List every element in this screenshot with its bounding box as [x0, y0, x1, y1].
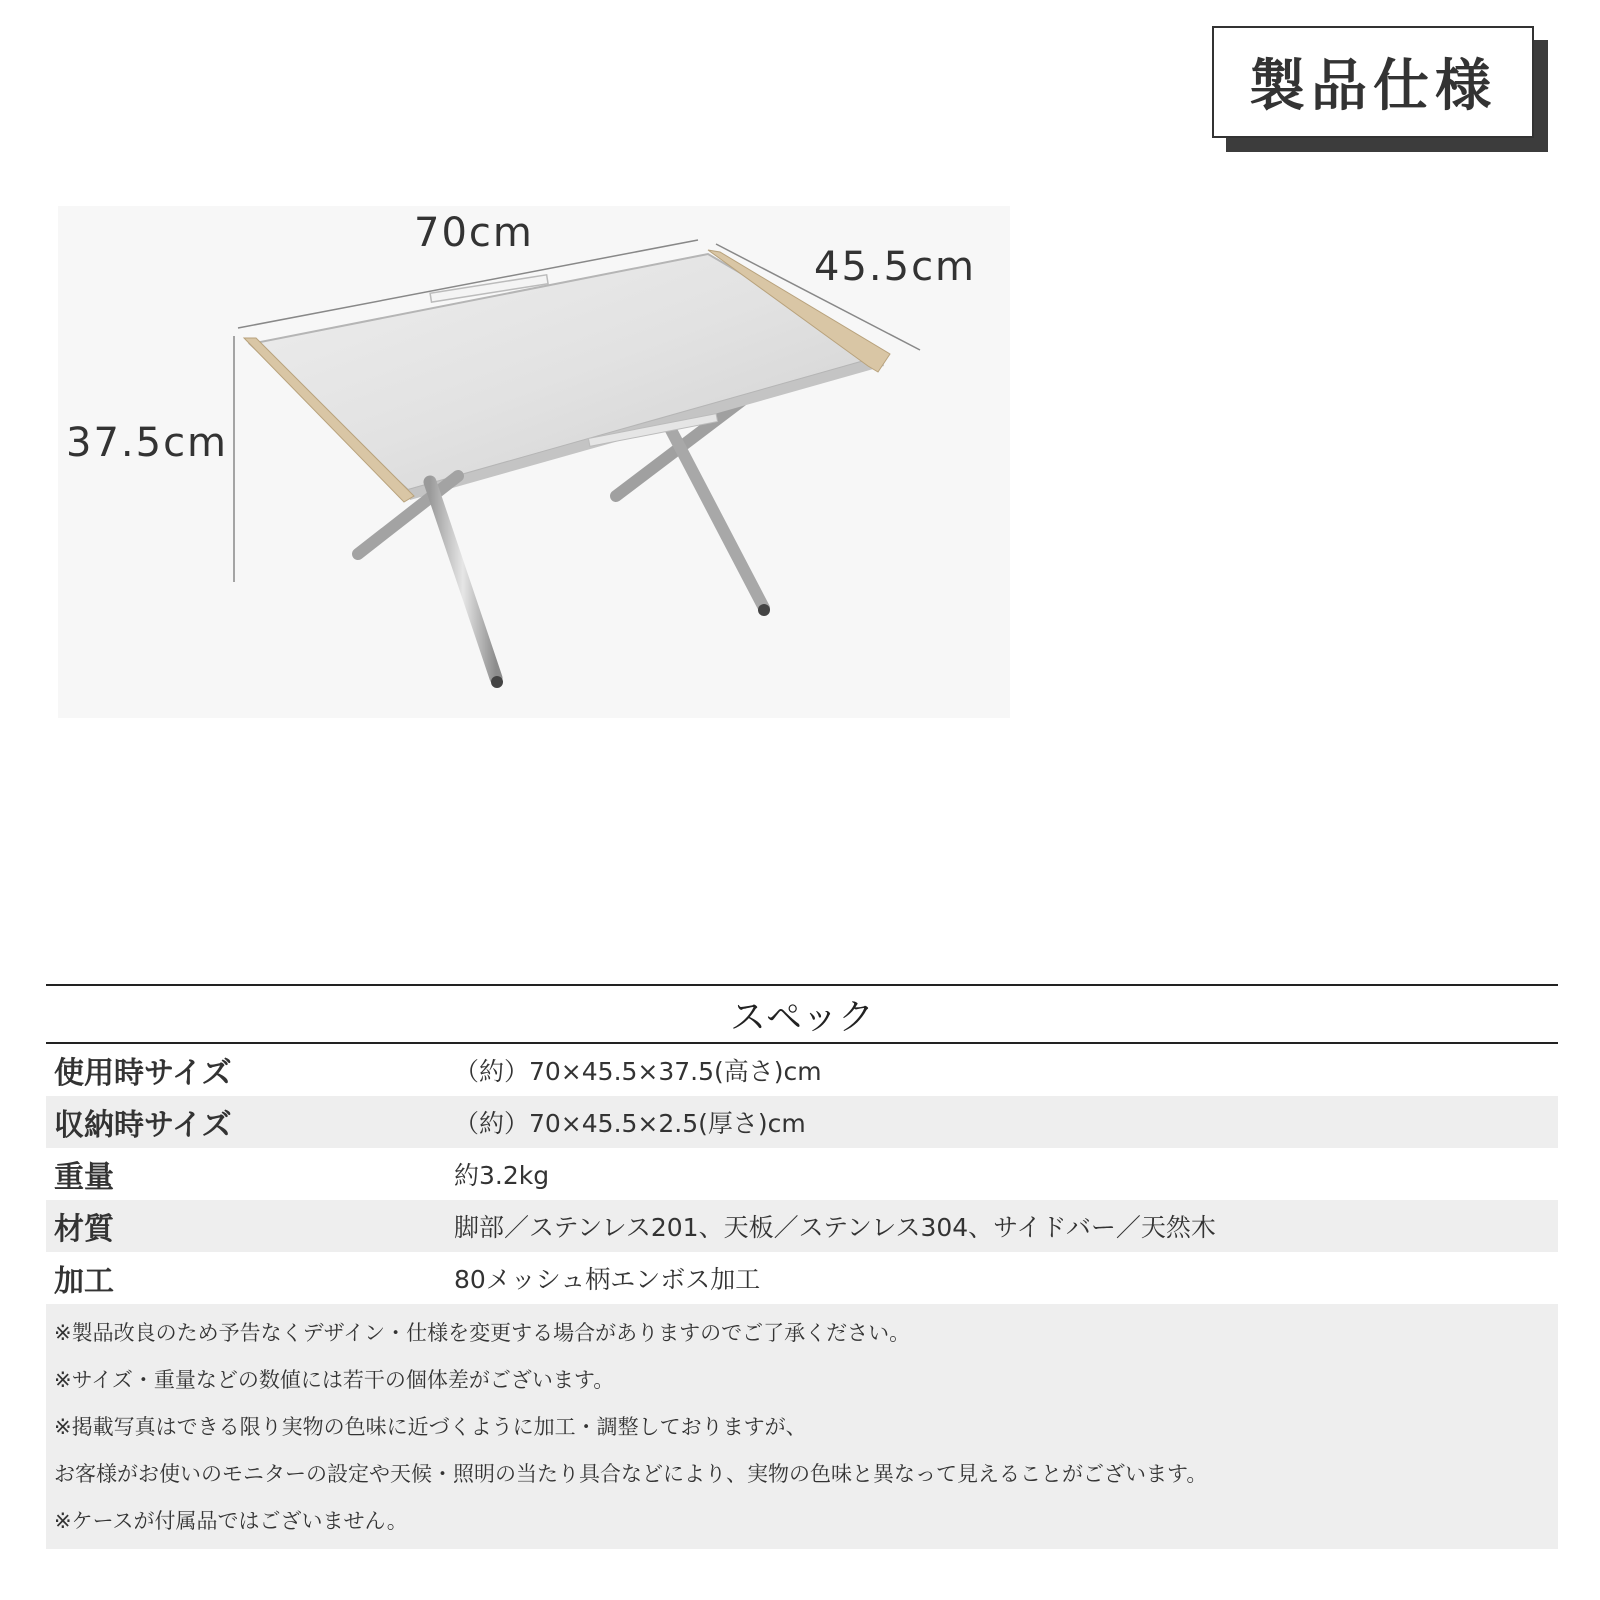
- spec-label: 収納時サイズ: [54, 1108, 232, 1143]
- note-item: ※ケースが付属品ではございません。: [54, 1508, 408, 1533]
- page-title: 製品仕様: [1249, 54, 1497, 119]
- spec-row-material: [46, 1200, 1558, 1252]
- spec-row-weight: [46, 1148, 1558, 1200]
- spec-label: 材質: [54, 1212, 114, 1247]
- note-item: ※掲載写真はできる限り実物の色味に近づくように加工・調整しておりますが、: [54, 1414, 807, 1439]
- note-item: ※サイズ・重量などの数値には若干の個体差がございます。: [54, 1367, 615, 1392]
- back-foot: [758, 604, 770, 616]
- front-foot: [491, 676, 503, 688]
- depth-label: 45.5cm: [814, 244, 977, 290]
- height-label: 37.5cm: [66, 420, 229, 466]
- product-diagram: [58, 206, 1010, 718]
- spec-label: 重量: [54, 1160, 114, 1195]
- spec-heading: スペック: [46, 984, 1558, 1044]
- width-label: 70cm: [414, 210, 534, 256]
- spec-value: （約）70×45.5×37.5(高さ)cm: [454, 1057, 822, 1086]
- spec-value: 約3.2kg: [454, 1161, 550, 1190]
- spec-label: 使用時サイズ: [54, 1056, 232, 1091]
- title-badge: [1212, 26, 1534, 138]
- spec-row-usage-size: [46, 1044, 1558, 1096]
- note-item: ※製品改良のため予告なくデザイン・仕様を変更する場合がありますのでご了承ください。: [54, 1320, 911, 1345]
- spec-value: 80メッシュ柄エンボス加工: [454, 1265, 761, 1294]
- note-item: お客様がお使いのモニターの設定や天候・照明の当たり具合などにより、実物の色味と異なって見えることがございます。: [54, 1461, 1208, 1486]
- spec-value: （約）70×45.5×2.5(厚さ)cm: [454, 1109, 806, 1138]
- spec-value: 脚部／ステンレス201、天板／ステンレス304、サイドバー／天然木: [454, 1213, 1216, 1242]
- spec-row-finish: [46, 1252, 1558, 1304]
- spec-table: [46, 984, 1558, 1549]
- spec-notes: [46, 1304, 1558, 1549]
- title-badge-box: [1212, 26, 1534, 138]
- spec-row-storage-size: [46, 1096, 1558, 1148]
- spec-label: 加工: [54, 1264, 114, 1299]
